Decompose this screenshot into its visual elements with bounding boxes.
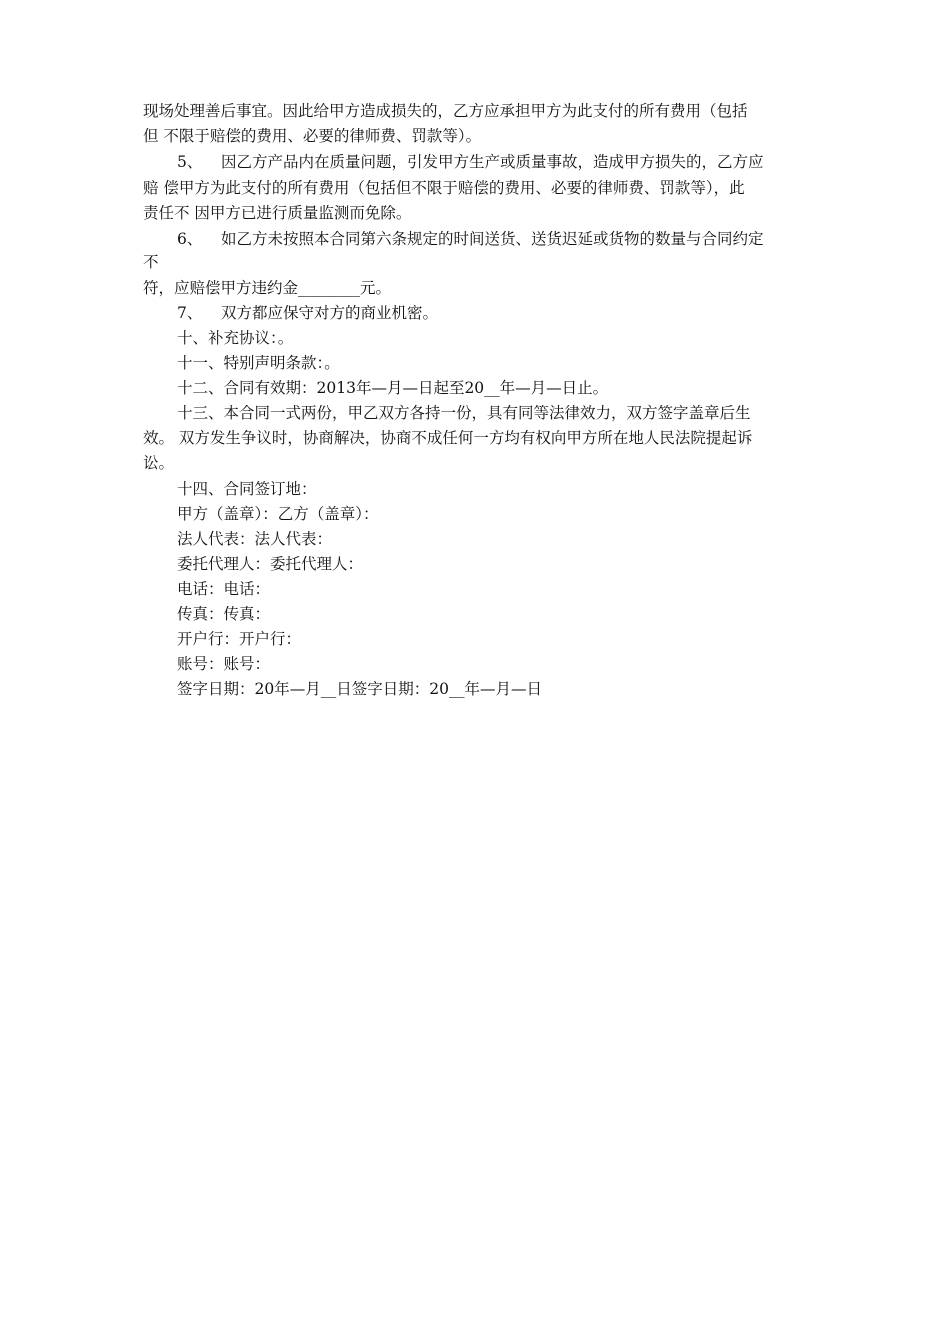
paragraph-line: 赔 偿甲方为此支付的所有费用（包括但不限于赔偿的费用、必要的律师费、罚款等），此 (143, 179, 745, 197)
paragraph-line: 责任不 因甲方已进行质量监测而免除。 (143, 204, 412, 222)
signature-account: 账号：账号： (177, 655, 271, 673)
paragraph-line: 讼。 (143, 454, 175, 472)
clause-text: 因乙方产品内在质量问题，引发甲方生产或质量事故，造成甲方损失的，乙方应 (221, 153, 764, 171)
signature-bank: 开户行：开户行： (177, 630, 302, 648)
paragraph-line: 不 (143, 253, 159, 271)
section-11: 十一、特别声明条款：。 (177, 354, 340, 372)
paragraph-line: 现场处理善后事宜。因此给甲方造成损失的，乙方应承担甲方为此支付的所有费用（包括 (143, 102, 748, 120)
clause-5 (177, 151, 764, 173)
item-number: 5、 (177, 153, 203, 171)
paragraph-line: 但 不限于赔偿的费用、必要的律师费、罚款等）。 (143, 127, 482, 145)
clause-7 (177, 302, 438, 324)
item-number: 7、 (177, 304, 203, 322)
section-10: 十、补充协议：。 (177, 329, 294, 347)
signature-party: 甲方（盖章）：乙方（盖章）： (177, 505, 379, 523)
paragraph-line: 符，应赔偿甲方违约金________元。 (143, 279, 392, 297)
signature-agent: 委托代理人：委托代理人： (177, 555, 364, 573)
signature-legal-rep: 法人代表：法人代表： (177, 530, 333, 548)
clause-6 (177, 228, 764, 250)
section-14: 十四、合同签订地： (177, 480, 317, 498)
section-12: 十二、合同有效期：2013年—月—日起至20__年—月—日止。 (177, 379, 609, 397)
paragraph-line: 效。 双方发生争议时，协商解决，协商不成任何一方均有权向甲方所在地人民法院提起诉 (143, 429, 753, 447)
signature-fax: 传真：传真： (177, 605, 271, 623)
clause-text: 如乙方未按照本合同第六条规定的时间送货、送货迟延或货物的数量与合同约定 (221, 230, 764, 248)
signature-date: 签字日期：20年—月__日签字日期：20__年—月—日 (177, 680, 542, 698)
section-13: 十三、本合同一式两份，甲乙双方各持一份，具有同等法律效力，双方签字盖章后生 (177, 404, 751, 422)
item-number: 6、 (177, 230, 203, 248)
signature-phone: 电话：电话： (177, 580, 271, 598)
clause-text: 双方都应保守对方的商业机密。 (221, 304, 439, 322)
